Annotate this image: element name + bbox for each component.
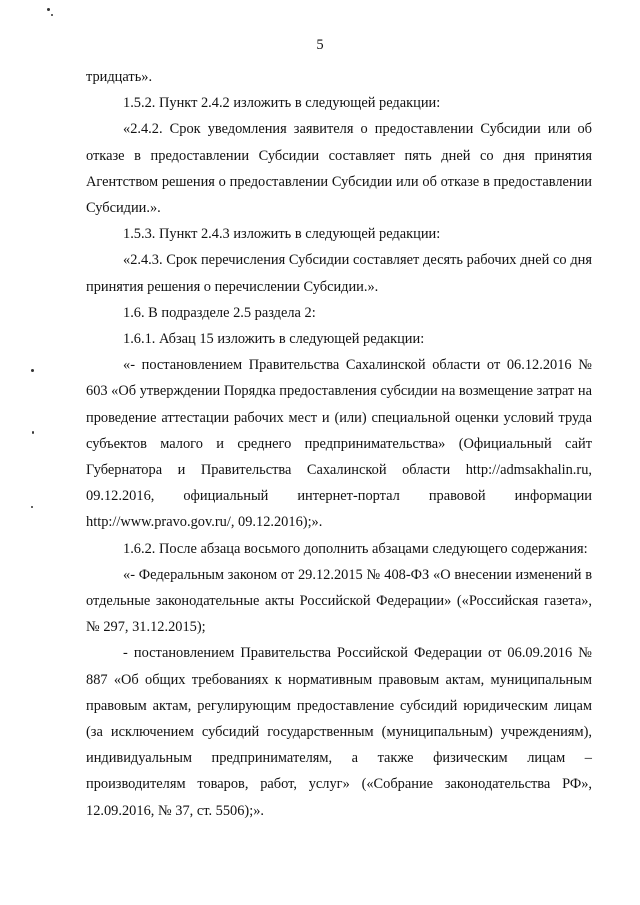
paragraph: «2.4.2. Срок уведомления заявителя о предоставлении Субсидии или об отказе в предоставлении Субсидии составляет пять дней со дня принятия Агентством решения о предоставлении Субсидии или об отказе в предоставлении Субсидии.».	[86, 121, 592, 217]
paragraph: «2.4.3. Срок перечисления Субсидии составляет десять рабочих дней со дня принятия решения о перечислении Субсидии.».	[86, 252, 592, 295]
paragraph: 1.6.2. После абзаца восьмого дополнить абзацами следующего содержания:	[123, 540, 588, 557]
scan-speck	[51, 14, 53, 16]
scan-speck	[47, 8, 50, 11]
scan-speck	[32, 431, 34, 434]
paragraph: 1.5.3. Пункт 2.4.3 изложить в следующей редакции:	[123, 226, 441, 243]
document-body	[86, 64, 592, 824]
paragraph: «- Федеральным законом от 29.12.2015 № 408-ФЗ «О внесении изменений в отдельные законодательные акты Российской Федерации» («Российская газета», № 297, 31.12.2015);	[86, 566, 592, 636]
paragraph: - постановлением Правительства Российской Федерации от 06.09.2016 № 887 «Об общих требованиях к нормативным правовым актам, муниципальным правовым актам, регулирующим предоставление субсидий юридическим лицам (за исключением субсидий государственным (муниципальным) учреждениям), индивидуальным предпринимателям, а также физическим лицам – производителям товаров, работ, услуг» («Собрание законодательства РФ», 12.09.2016, № 37, ст. 5506);».	[86, 645, 592, 819]
paragraph: 1.5.2. Пункт 2.4.2 изложить в следующей редакции:	[123, 95, 441, 112]
scan-speck	[31, 506, 33, 508]
paragraph: 1.6. В подразделе 2.5 раздела 2:	[123, 304, 316, 321]
paragraph: тридцать».	[86, 69, 153, 85]
paragraph: 1.6.1. Абзац 15 изложить в следующей редакции:	[123, 331, 425, 348]
paragraph: «- постановлением Правительства Сахалинской области от 06.12.2016 № 603 «Об утверждении Порядка предоставления субсидии на возмещение затрат на проведение аттестации рабочих мест и (или) специальной оценки условий труда субъектов малого и среднего предпринимательства» (Официальный сайт Губернатора и Правительства Сахалинской области http://admsakhalin.ru, 09.12.2016, официальный интернет-портал правовой информации http://www.pravo.gov.ru/, 09.12.2016);».	[86, 357, 592, 531]
page-number: 5	[316, 37, 324, 53]
scan-speck	[31, 369, 34, 372]
